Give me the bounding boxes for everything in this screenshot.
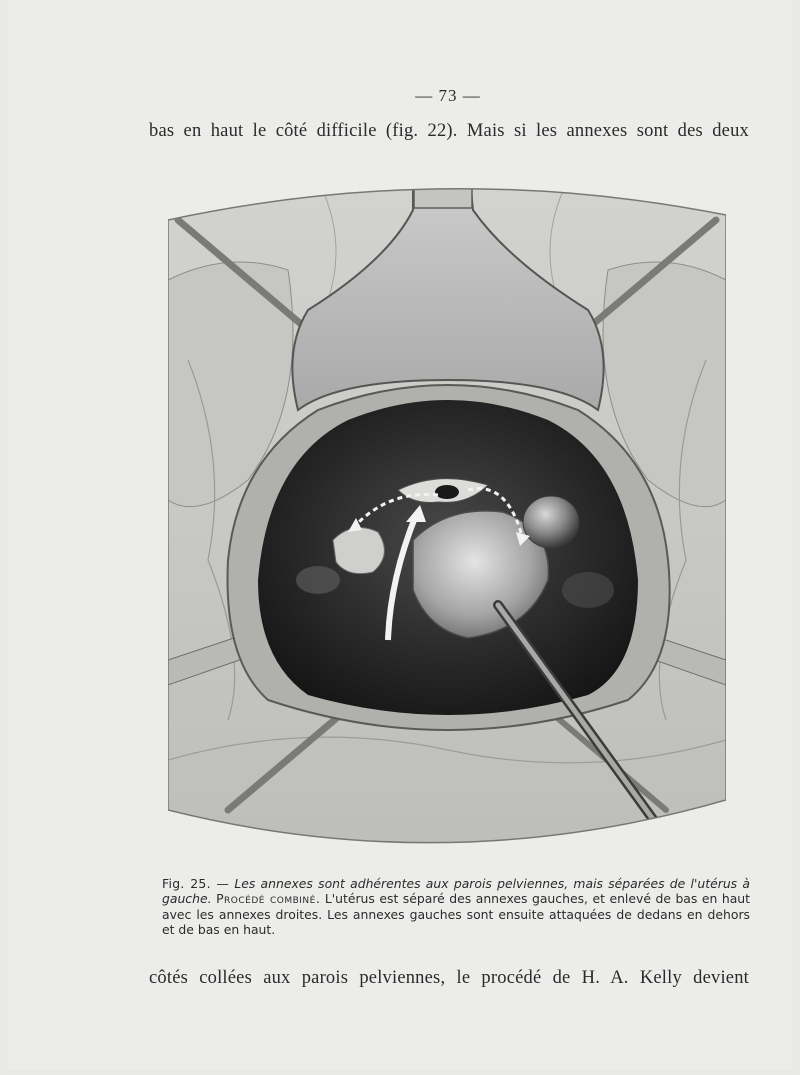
body-text-line-top: bas en haut le côté difficile (fig. 22). Mais si les annexes sont des deux [149,121,749,141]
body-text-line-bottom: côtés collées aux parois pelviennes, le procédé de H. A. Kelly devient [149,968,749,988]
figure-label: Fig. 25. — [162,876,230,891]
left-adnexa [333,528,384,574]
surgical-illustration [168,160,726,868]
figure-title: Les annexes sont adhérentes aux parois pelviennes, mais séparées de l'utérus à gauche. [162,876,750,907]
figure-caption [162,876,750,938]
figure-body: L'utérus est séparé des annexes gauches, et enlevé de bas en haut avec les annexes droites. Les annexes gauches sont ensuite attaquées de dedans en dehors et de bas en haut. [162,891,751,938]
book-page [8,0,792,1070]
cervix-opening [435,485,459,499]
figure-method: Procédé combiné. [216,891,321,907]
page-number: — 73 — [415,86,481,105]
right-ovary [523,496,579,548]
